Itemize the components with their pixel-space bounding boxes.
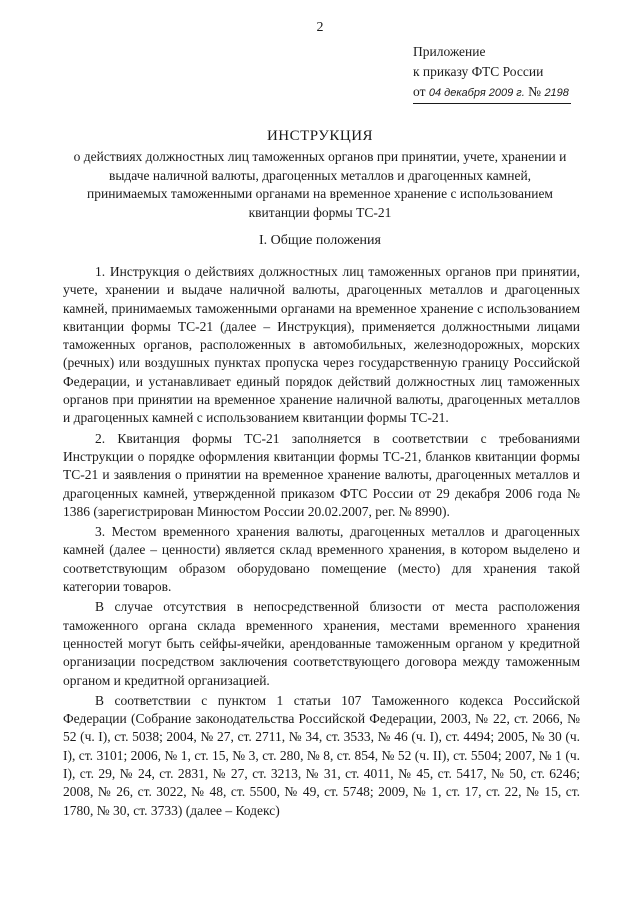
- appendix-title: Приложение: [413, 44, 486, 59]
- paragraph-3: 3. Местом временного хранения валюты, драгоценных металлов и драгоценных камней (далее – ценности) является склад временного хранения, в котором выделено и соответствующим образом оборудовано помещение (место) для хранения такой категории товаров.: [63, 524, 580, 595]
- appendix-from-label: от: [413, 84, 426, 99]
- appendix-number-sign: №: [528, 84, 542, 99]
- paragraph-5: В соответствии с пунктом 1 статьи 107 Таможенного кодекса Российской Федерации (Собрание законодательства Российской Федерации, 2003, № 22, ст. 2066, № 52 (ч. I), ст. 5038; 2004, № 27, ст. 2711, № 34, ст. 3533, № 46 (ч. I), ст. 4494; 2005, № 30 (ч. I), ст. 3101; 2006, № 1, ст. 15, № 3, ст. 280, № 8, ст. 854, № 52 (ч. II), ст. 5504; 2007, № 1 (ч. I), ст. 29, № 24, ст. 2831, № 27, ст. 3213, № 31, ст. 4011, № 45, ст. 5417, № 50, ст. 6246; 2008, № 26, ст. 3022, № 48, ст. 5500, № 49, ст. 5748; 2009, № 1, ст. 17, ст. 22, № 15, ст. 1780, № 30, ст. 3733) (далее – Кодекс): [63, 692, 580, 818]
- page-number: 2: [316, 20, 324, 35]
- appendix-date: 04 декабря 2009 г.: [428, 87, 525, 99]
- paragraph-1: 1. Инструкция о действиях должностных лиц таможенных органов при принятии, учете, хранении и выдаче наличной валюты, драгоценных металлов и драгоценных камней, принимаемых таможенными органами на временное хранение с использованием квитанции формы ТС-21 (далее – Инструкция), применяется должностными лицами таможенных органов, расположенных в автомобильных, железнодорожных, морских (речных) или воздушных пунктах пропуска через государственную границу Российской Федерации, и устанавливает единый порядок действий должностных лиц таможенных органов при принятии на временное хранение наличной валюты, драгоценных металлов и драгоценных камней с использованием квитанции формы ТС-21.: [63, 264, 580, 426]
- appendix-order-ref: к приказу ФТС России: [413, 64, 544, 79]
- appendix-header: [413, 42, 571, 104]
- paragraph-2: 2. Квитанция формы ТС-21 заполняется в соответствии с требованиями Инструкции о порядке оформления квитанции формы ТС-21, бланков квитанции формы ТС-21 и заявления о принятии на временное хранение валюты, драгоценных металлов и драгоценных камней, утвержденной приказом ФТС России от 29 декабря 2006 года № 1386 (зарегистрирован Минюстом России 20.02.2007, рег. № 8990).: [63, 430, 580, 519]
- section-heading: I. Общие положения: [259, 233, 381, 248]
- appendix-date-underline: [413, 82, 571, 104]
- appendix-number: 2198: [544, 87, 569, 99]
- appendix-date-line: [413, 82, 571, 104]
- paragraph-4: В случае отсутствия в непосредственной близости от места расположения таможенного органа склада временного хранения, местами временного хранения ценностей могут быть сейфы-ячейки, арендованные таможенным органом у кредитной организации посредством заключения соответствующего договора между таможенным органом и кредитной организацией.: [63, 599, 580, 688]
- document-title: ИНСТРУКЦИЯ: [266, 128, 374, 144]
- document-body: [63, 263, 580, 820]
- document-subtitle: о действиях должностных лиц таможенных органов при принятии, учете, хранении и выдаче наличной валюты, драгоценных металлов и драгоценных камней, принимаемых таможенными органами на временное хранение с использованием квитанции формы ТС-21: [73, 149, 567, 220]
